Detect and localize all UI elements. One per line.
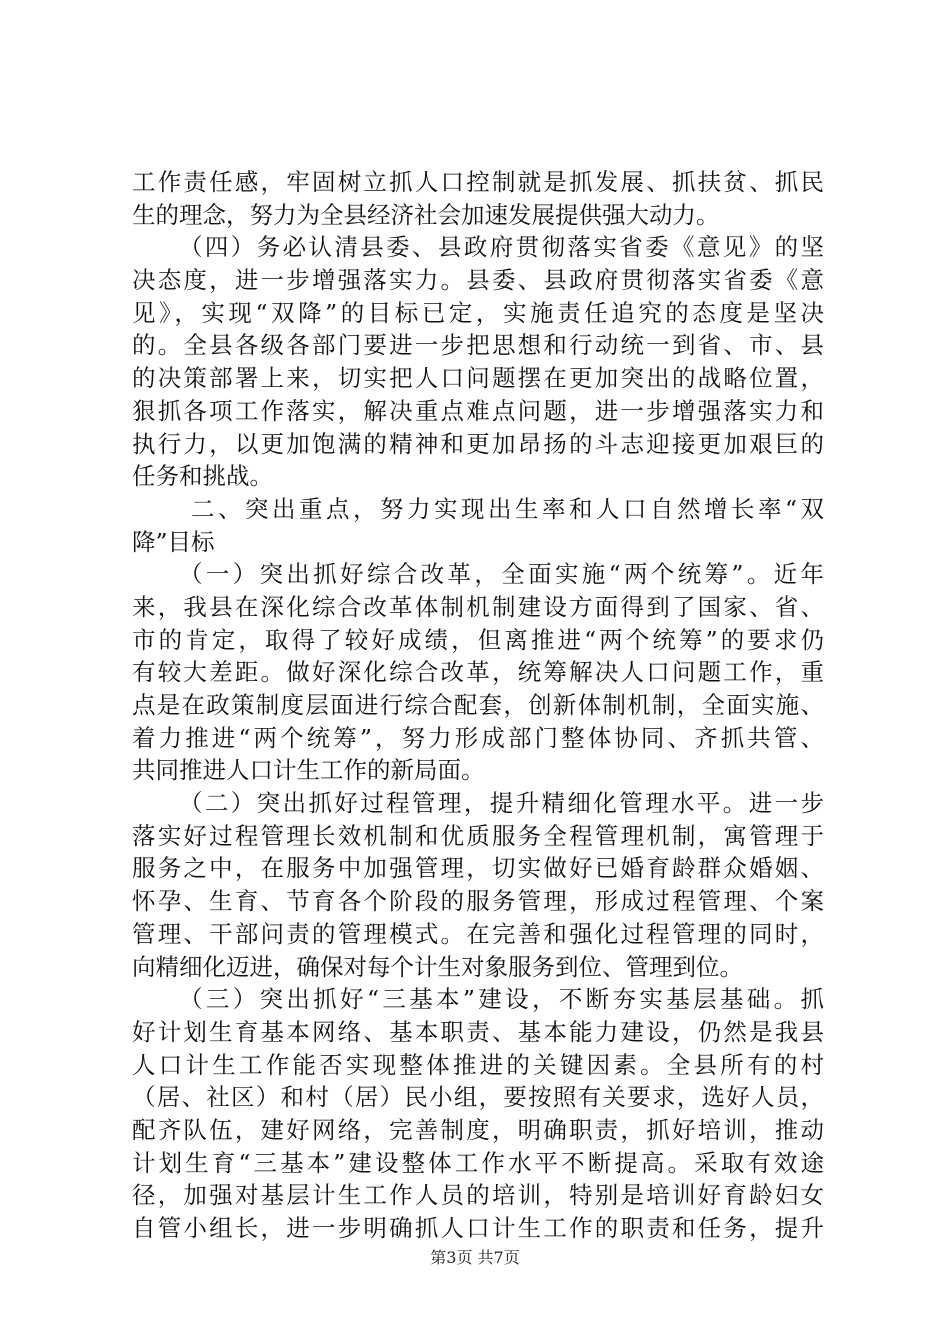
text-line: 向精细化迈进，确保对每个计生对象服务到位、管理到位。 bbox=[132, 952, 743, 981]
text-line: （二）突出抓好过程管理，提升精细化管理水平。进一步 bbox=[179, 789, 824, 818]
page-footer bbox=[0, 1245, 950, 1268]
paragraph-item-4 bbox=[132, 231, 824, 493]
text-line: 人口计生工作能否实现整体推进的关键因素。全县所有的村 bbox=[132, 1050, 824, 1079]
text-line: 径，加强对基层计生工作人员的培训，特别是培训好育龄妇女 bbox=[132, 1181, 824, 1210]
text-line: 计划生育“三基本”建设整体工作水平不断提高。采取有效途 bbox=[132, 1148, 824, 1177]
text-line: （居、社区）和村（居）民小组，要按照有关要求，选好人员， bbox=[132, 1083, 824, 1112]
text-line: 决态度，进一步增强落实力。县委、县政府贯彻落实省委《意 bbox=[132, 266, 824, 295]
text-line: 共同推进人口计生工作的新局面。 bbox=[132, 756, 485, 785]
document-body bbox=[132, 166, 824, 1245]
text-line: 点是在政策制度层面进行综合配套，创新体制机制，全面实施、 bbox=[132, 691, 824, 719]
paragraph-continued bbox=[132, 166, 824, 231]
text-line: （三）突出抓好“三基本”建设，不断夯实基层基础。抓 bbox=[179, 985, 824, 1014]
paragraph-item-3 bbox=[132, 983, 824, 1245]
text-line: 配齐队伍，建好网络，完善制度，明确职责，抓好培训，推动 bbox=[132, 1115, 824, 1144]
text-line: 有较大差距。做好深化综合改革，统筹解决人口问题工作，重 bbox=[132, 658, 824, 687]
paragraph-item-1 bbox=[132, 558, 824, 787]
text-line: 狠抓各项工作落实，解决重点难点问题，进一步增强落实力和 bbox=[132, 396, 824, 425]
text-line: 的。全县各级各部门要进一步把思想和行动统一到省、市、县 bbox=[132, 331, 824, 360]
text-line: 的决策部署上来，切实把人口问题摆在更加突出的战略位置， bbox=[132, 364, 824, 393]
paragraph-item-2 bbox=[132, 787, 824, 983]
section-heading bbox=[132, 493, 824, 558]
text-line: 任务和挑战。 bbox=[132, 462, 273, 491]
page-number: 第3页 共7页 bbox=[430, 1248, 520, 1267]
text-line: 工作责任感，牢固树立抓人口控制就是抓发展、抓扶贫、抓民 bbox=[132, 168, 824, 196]
text-line: 见》，实现“双降”的目标已定，实施责任追究的态度是坚决 bbox=[132, 298, 824, 327]
text-line: 怀孕、生育、节育各个阶段的服务管理，形成过程管理、个案 bbox=[132, 887, 824, 916]
text-line: 落实好过程管理长效机制和优质服务全程管理机制，寓管理于 bbox=[132, 821, 824, 850]
text-line: （四）务必认清县委、县政府贯彻落实省委《意见》的坚 bbox=[179, 233, 824, 262]
text-line: 着力推进“两个统筹”，努力形成部门整体协同、齐抓共管、 bbox=[132, 723, 824, 752]
text-line: 来，我县在深化综合改革体制机制建设方面得到了国家、省、 bbox=[132, 592, 824, 621]
text-line: （一）突出抓好综合改革，全面实施“两个统筹”。近年 bbox=[179, 560, 824, 589]
text-line: 生的理念，努力为全县经济社会加速发展提供强大动力。 bbox=[132, 200, 720, 229]
heading-line: 降”目标 bbox=[132, 527, 215, 556]
text-line: 执行力，以更加饱满的精神和更加昂扬的斗志迎接更加艰巨的 bbox=[132, 429, 824, 458]
heading-line: 二、突出重点，努力实现出生率和人口自然增长率“双 bbox=[191, 494, 824, 523]
text-line: 市的肯定，取得了较好成绩，但离推进“两个统筹”的要求仍 bbox=[132, 625, 824, 654]
text-line: 服务之中，在服务中加强管理，切实做好已婚育龄群众婚姻、 bbox=[132, 854, 824, 883]
text-line: 自管小组长，进一步明确抓人口计生工作的职责和任务，提升 bbox=[132, 1214, 824, 1242]
text-line: 管理、干部问责的管理模式。在完善和强化过程管理的同时， bbox=[132, 919, 824, 948]
text-line: 好计划生育基本网络、基本职责、基本能力建设，仍然是我县 bbox=[132, 1017, 824, 1046]
